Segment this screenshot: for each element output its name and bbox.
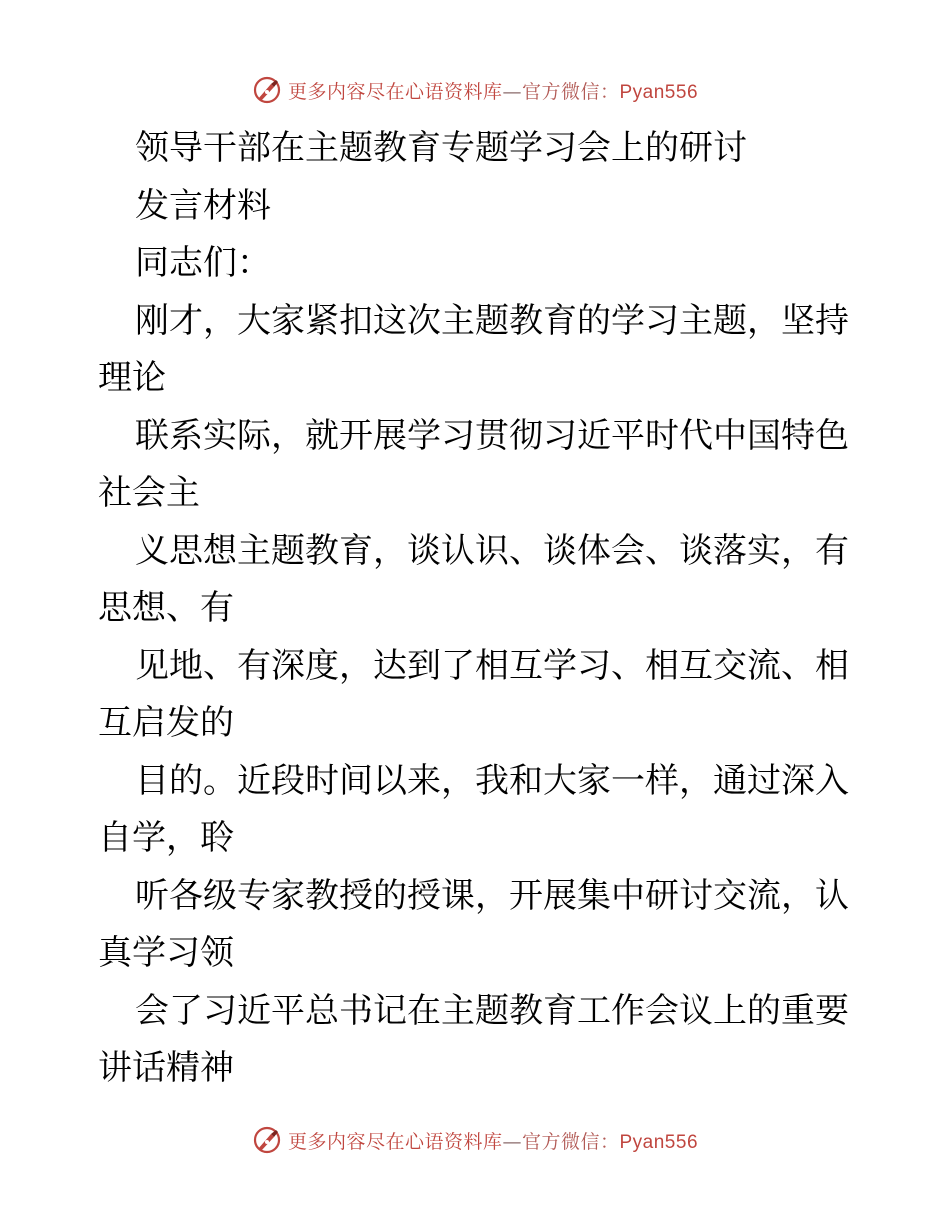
document-line: 刚才，大家紧扣这次主题教育的学习主题，坚持: [135, 300, 849, 341]
watermark-label: 官方微信：: [521, 80, 620, 103]
pen-circle-logo-icon: [252, 1125, 282, 1155]
document-line: 理论: [98, 358, 166, 398]
document-body: [98, 120, 858, 1098]
watermark-separator: —: [502, 1130, 522, 1153]
document-line: 义思想主题教育，谈认识、谈体会、谈落实，有: [135, 530, 849, 571]
document-line: 社会主: [98, 473, 200, 513]
watermark-separator: —: [502, 80, 522, 103]
watermark-text: [288, 1127, 698, 1154]
header-watermark: [0, 70, 950, 110]
document-line: 会了习近平总书记在主题教育工作会议上的重要: [135, 990, 849, 1031]
document-line: 同志们：: [135, 243, 271, 283]
document-line: 联系实际，就开展学习贯彻习近平时代中国特色: [135, 415, 849, 456]
document-line: 思想、有: [98, 588, 234, 628]
document-line: 听各级专家教授的授课，开展集中研讨交流，认: [135, 875, 849, 916]
document-line: 真学习领: [98, 933, 234, 973]
document-line: 自学，聆: [98, 818, 234, 858]
document-line: 见地、有深度，达到了相互学习、相互交流、相: [135, 645, 849, 686]
watermark-label: 官方微信：: [521, 1130, 620, 1153]
footer-watermark: [0, 1120, 950, 1160]
document-line: 领导干部在主题教育专题学习会上的研讨: [135, 128, 747, 168]
watermark-site-text: 更多内容尽在心语资料库: [287, 1130, 503, 1153]
document-line: 发言材料: [135, 185, 271, 226]
pen-circle-logo-icon: [252, 75, 282, 105]
watermark-site-text: 更多内容尽在心语资料库: [287, 80, 503, 103]
watermark-account: Pyan556: [619, 81, 699, 103]
watermark-account: Pyan556: [619, 1131, 699, 1153]
document-line: 互启发的: [98, 703, 234, 743]
document-line: 目的。近段时间以来，我和大家一样，通过深入: [135, 760, 849, 801]
watermark-text: [288, 77, 698, 104]
document-line: 讲话精神: [98, 1048, 234, 1088]
